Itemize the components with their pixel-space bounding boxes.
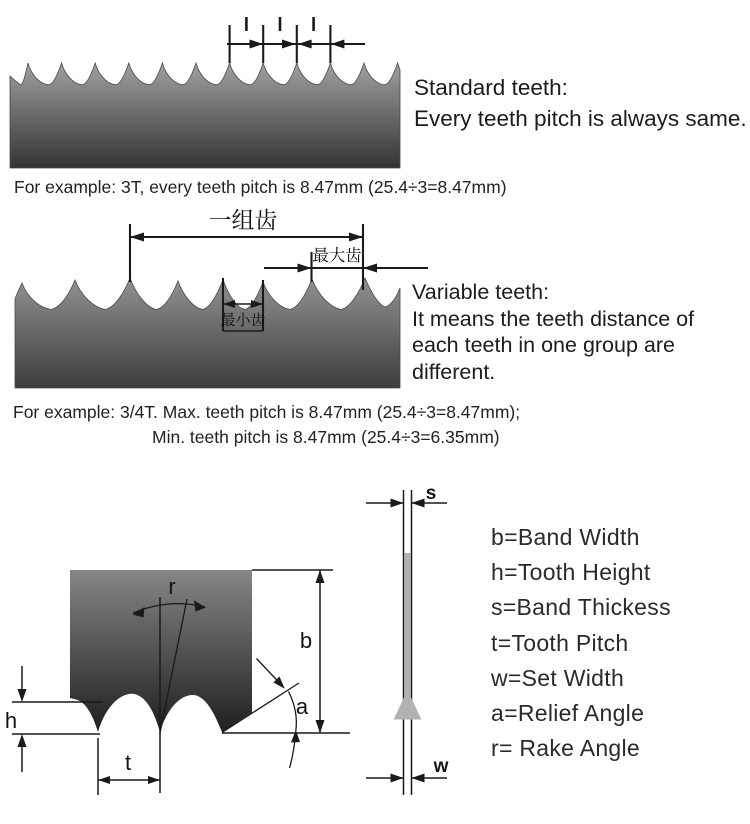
tooth-pitch-label: t [124, 750, 132, 775]
set-width-label: w [433, 756, 449, 777]
thickness-dimension [366, 483, 447, 508]
min-tooth-dimension [220, 278, 265, 331]
dim-arrow [282, 40, 296, 49]
variable-teeth-diagram [15, 208, 428, 388]
dim-arrow [316, 720, 325, 733]
variable-desc-line2: each teeth in one group are [412, 333, 675, 357]
dim-arrow [291, 730, 300, 743]
max-tooth-dimension [264, 246, 428, 282]
dim-arrow [98, 776, 110, 784]
legend-item-tooth-height: h=Tooth Height [491, 559, 651, 586]
legend-item-band-width: b=Band Width [491, 524, 640, 550]
variable-desc-line3: different. [412, 359, 496, 384]
dim-arrow [316, 570, 325, 583]
standard-teeth-diagram [10, 17, 400, 168]
min-tooth-label: 最小齿 [220, 311, 266, 329]
dim-arrow [363, 264, 377, 273]
legend-item-tooth-pitch: t=Tooth Pitch [491, 629, 629, 656]
group-teeth-label: 一组齿 [208, 208, 278, 234]
variable-example-line2: Min. teeth pitch is 8.47mm (25.4÷3=6.35mm) [152, 427, 500, 447]
dim-arrow [391, 774, 404, 783]
band-thickness-label: s [425, 483, 437, 504]
max-tooth-label: 最大齿 [312, 246, 362, 265]
standard-title-line1: Standard teeth: [414, 75, 568, 100]
legend-item-set-width: w=Set Width [491, 664, 625, 691]
relief-angle-label: a [295, 694, 309, 719]
dim-arrow [349, 233, 363, 242]
geometry-legend [491, 520, 671, 766]
legend-item-rake-angle: r= Rake Angle [491, 735, 641, 762]
tooth-profile-block [70, 570, 252, 732]
variable-example-line1: For example: 3/4T. Max. teeth pitch is 8.47mm (25.4÷3=8.47mm); [13, 402, 521, 422]
dim-arrow [18, 689, 27, 702]
dim-arrow [391, 499, 404, 508]
dim-arrow [298, 40, 312, 49]
tooth-geometry-diagram [5, 570, 350, 795]
set-tooth-triangle [394, 690, 422, 720]
standard-blade-shape [10, 63, 400, 168]
set-width-dimension [366, 756, 449, 783]
dim-arrow [412, 499, 425, 508]
variable-desc-line1: It means the teeth distance of [412, 306, 695, 331]
variable-blade-shape [15, 278, 400, 388]
band-cross-section-diagram [366, 483, 449, 795]
variable-teeth-title [412, 279, 694, 385]
dim-arrow [298, 264, 312, 273]
legend-item-relief-angle: a=Relief Angle [491, 700, 645, 727]
tooth-pitch-annotation [98, 738, 160, 795]
rake-angle-label: r [168, 574, 176, 599]
dim-arrow [331, 40, 345, 49]
standard-example-text: For example: 3T, every teeth pitch is 8.47mm (25.4÷3=8.47mm) [14, 177, 507, 197]
standard-teeth-title [414, 72, 747, 134]
dim-arrow [412, 774, 425, 783]
band-width-label: b [299, 628, 313, 653]
dim-arrow [130, 233, 144, 242]
dim-arrow [148, 776, 160, 784]
dim-arrow [250, 40, 264, 49]
variable-title-line1: Variable teeth: [412, 280, 550, 304]
pitch-dimension [227, 17, 365, 63]
standard-title-line2: Every teeth pitch is always same. [414, 106, 747, 131]
legend-item-band-thickness: s=Band Thickess [491, 594, 671, 621]
dim-arrow [18, 734, 27, 747]
tooth-height-label: h [4, 708, 18, 733]
